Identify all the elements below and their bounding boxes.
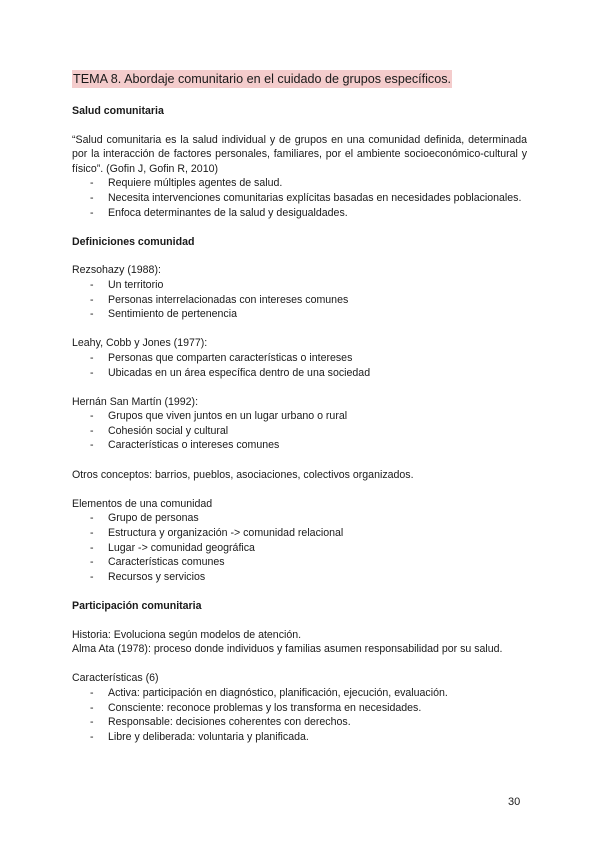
- document-page: [72, 70, 527, 744]
- section-heading-salud-comunitaria: Salud comunitaria: [72, 105, 164, 117]
- list-item: - Personas que comparten características o intereses: [72, 351, 527, 366]
- hernan-list: [72, 409, 527, 453]
- list-item: - Un territorio: [72, 278, 527, 293]
- section-heading-definiciones: Definiciones comunidad: [72, 235, 195, 248]
- salud-comunitaria-list: [72, 176, 527, 220]
- alma-ata-text: Alma Ata (1978): proceso donde individuos y familias asumen responsabilidad por su salud.: [72, 643, 503, 656]
- list-item: - Características o intereses comunes: [72, 438, 527, 453]
- list-item: - Consciente: reconoce problemas y los transforma en necesidades.: [72, 701, 527, 716]
- elementos-list: [72, 511, 527, 584]
- list-item: - Lugar -> comunidad geográfica: [72, 541, 527, 556]
- otros-conceptos: Otros conceptos: barrios, pueblos, asociaciones, colectivos organizados.: [72, 468, 414, 481]
- leahy-list: [72, 351, 527, 380]
- list-item: - Cohesión social y cultural: [72, 424, 527, 439]
- leahy-label: Leahy, Cobb y Jones (1977):: [72, 337, 208, 350]
- list-item: - Características comunes: [72, 555, 527, 570]
- rezsohazy-label: Rezsohazy (1988):: [72, 264, 161, 277]
- list-item: - Sentimiento de pertenencia: [72, 307, 527, 322]
- rezsohazy-list: [72, 278, 527, 322]
- salud-comunitaria-quote: “Salud comunitaria es la salud individual y de grupos en una comunidad definida, determinada por la interacción de factores personales, familiares, por el ambiente socioeconómico-cultural y físico”. (Gofin J, Gofin R, 2010): [72, 133, 527, 175]
- list-item: - Grupos que viven juntos en un lugar urbano o rural: [72, 409, 527, 424]
- list-item: - Ubicadas en un área específica dentro de una sociedad: [72, 366, 527, 381]
- list-item: - Personas interrelacionadas con intereses comunes: [72, 293, 527, 308]
- list-item: - Enfoca determinantes de la salud y desigualdades.: [72, 206, 527, 221]
- list-item: - Grupo de personas: [72, 511, 527, 526]
- list-item: - Necesita intervenciones comunitarias explícitas basadas en necesidades poblacionales.: [72, 191, 527, 206]
- list-item: - Recursos y servicios: [72, 570, 527, 585]
- section-heading-participacion: Participación comunitaria: [72, 600, 202, 612]
- caracteristicas-list: [72, 686, 527, 744]
- list-item: - Activa: participación en diagnóstico, planificación, ejecución, evaluación.: [72, 686, 527, 701]
- page-number: 30: [508, 796, 521, 808]
- elementos-label: Elementos de una comunidad: [72, 497, 213, 510]
- list-item: - Requiere múltiples agentes de salud.: [72, 176, 527, 191]
- list-item: - Responsable: decisiones coherentes con derechos.: [72, 715, 527, 730]
- list-item: - Libre y deliberada: voluntaria y planificada.: [72, 730, 527, 745]
- historia-text: Historia: Evoluciona según modelos de atención.: [72, 628, 302, 641]
- document-title: TEMA 8. Abordaje comunitario en el cuidado de grupos específicos.: [73, 72, 452, 86]
- list-item: - Estructura y organización -> comunidad relacional: [72, 526, 527, 541]
- caracteristicas-label: Características (6): [72, 672, 159, 685]
- hernan-label: Hernán San Martín (1992):: [72, 395, 199, 408]
